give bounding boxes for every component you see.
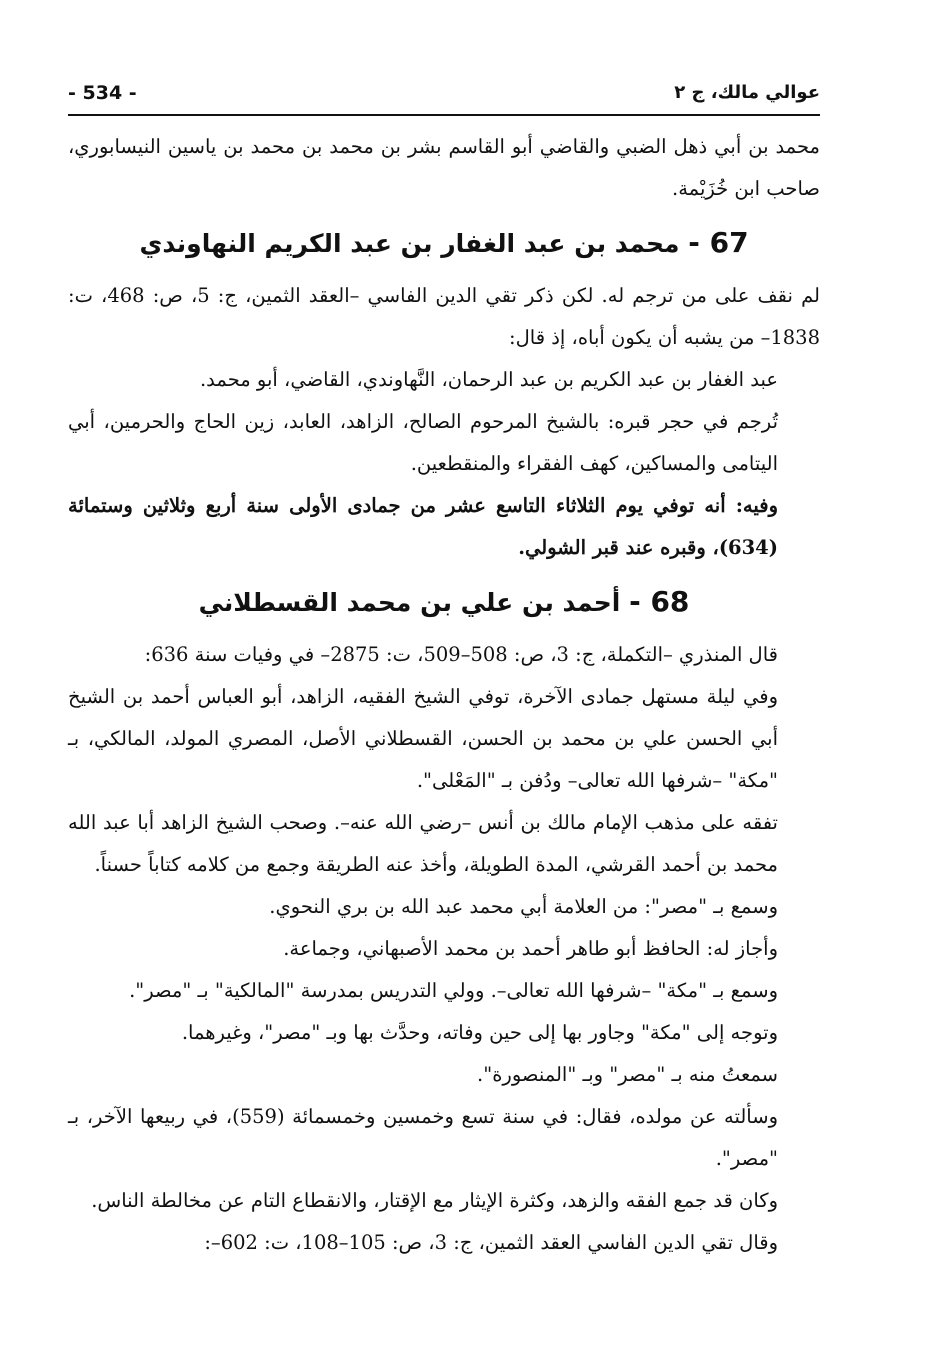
entry-68-paragraph: وتوجه إلى "مكة" وجاور بها إلى حين وفاته، وحدَّث بها وبـ "مصر"، وغيرهما. — [181, 1021, 778, 1044]
entry-67-number: 67 - — [688, 226, 749, 259]
entry-67-paragraph: تُرجم في حجر قبره: بالشيخ المرحوم الصالح، الزاهد، العابد، زين الحاج والحرمين، أبي اليتامى والمساكين، كهف الفقراء والمنقطعين. — [68, 410, 778, 475]
entry-68-paragraph: وكان قد جمع الفقه والزهد، وكثرة الإيثار مع الإقتار، والانقطاع التام عن مخالطة الناس. — [91, 1189, 778, 1212]
entry-67-heading — [68, 220, 820, 267]
entry-68-paragraph: وفي ليلة مستهل جمادى الآخرة، توفي الشيخ الفقيه، الزاهد، أبو العباس أحمد بن الشيخ أبي الحسن علي بن محمد بن الحسن، القسطلاني الأصل، المصري المولد، المالكي، بـ "مكة" –شرفها الله تعالى– ودُفن بـ "المَعْلى". — [68, 685, 778, 792]
entry-68-paragraph: سمعتُ منه بـ "مصر" وبـ "المنصورة". — [477, 1063, 778, 1086]
header-rule — [68, 114, 820, 116]
entry-67-paragraph: عبد الغفار بن عبد الكريم بن عبد الرحمان، النَّهاوندي، القاضي، أبو محمد. — [199, 368, 778, 391]
entry-68-title: أحمد بن علي بن محمد القسطلاني — [198, 588, 621, 617]
entry-68-paragraph: وسألته عن مولده، فقال: في سنة تسع وخمسين وخمسمائة (559)، في ربيعها الآخر، بـ "مصر". — [68, 1105, 779, 1170]
entry-68-paragraph: وسمع بـ "مصر": من العلامة أبي محمد عبد الله بن بري النحوي. — [269, 895, 778, 918]
running-title: عوالي مالك، ج ٢ — [674, 82, 820, 103]
page-header — [68, 82, 820, 112]
entry-68-paragraph: تفقه على مذهب الإمام مالك بن أنس –رضي الله عنه–. وصحب الشيخ الزاهد أبا عبد الله محمد بن أحمد القرشي، المدة الطويلة، وأخذ عنه الطريقة وجمع من كلامه كتاباً حسناً. — [68, 811, 778, 876]
entry-68-number: 68 - — [629, 585, 690, 618]
entry-67-paragraph: لم نقف على من ترجم له. لكن ذكر تقي الدين الفاسي –العقد الثمين، ج: 5، ص: 468، ت: 1838– من يشبه أن يكون أباه، إذ قال: — [68, 284, 820, 349]
entry-68-heading — [68, 579, 820, 626]
page-number: - 534 - — [68, 82, 137, 104]
entry-67-paragraph: وفيه: أنه توفي يوم الثلاثاء التاسع عشر من جمادى الأولى سنة أربع وثلاثين وستمائة (634)، وقبره عند قبر الشولي. — [68, 494, 778, 559]
page-body — [68, 126, 820, 1264]
entry-68-paragraph: وأجاز له: الحافظ أبو طاهر أحمد بن محمد الأصبهاني، وجماعة. — [283, 937, 778, 960]
intro-paragraph: محمد بن أبي ذهل الضبي والقاضي أبو القاسم بشر بن محمد بن محمد بن ياسين النيسابوري، صاحب ابن خُزَيْمة. — [68, 135, 820, 200]
entry-68-paragraph: وسمع بـ "مكة" –شرفها الله تعالى–. وولي التدريس بمدرسة "المالكية" بـ "مصر". — [129, 979, 778, 1002]
entry-67-title: محمد بن عبد الغفار بن عبد الكريم النهاوندي — [139, 229, 680, 258]
entry-68-paragraph: وقال تقي الدين الفاسي العقد الثمين، ج: 3، ص: 105–108، ت: 602–: — [204, 1231, 778, 1254]
entry-68-paragraph: قال المنذري –التكملة، ج: 3، ص: 508–509، ت: 2875– في وفيات سنة 636: — [144, 643, 778, 666]
